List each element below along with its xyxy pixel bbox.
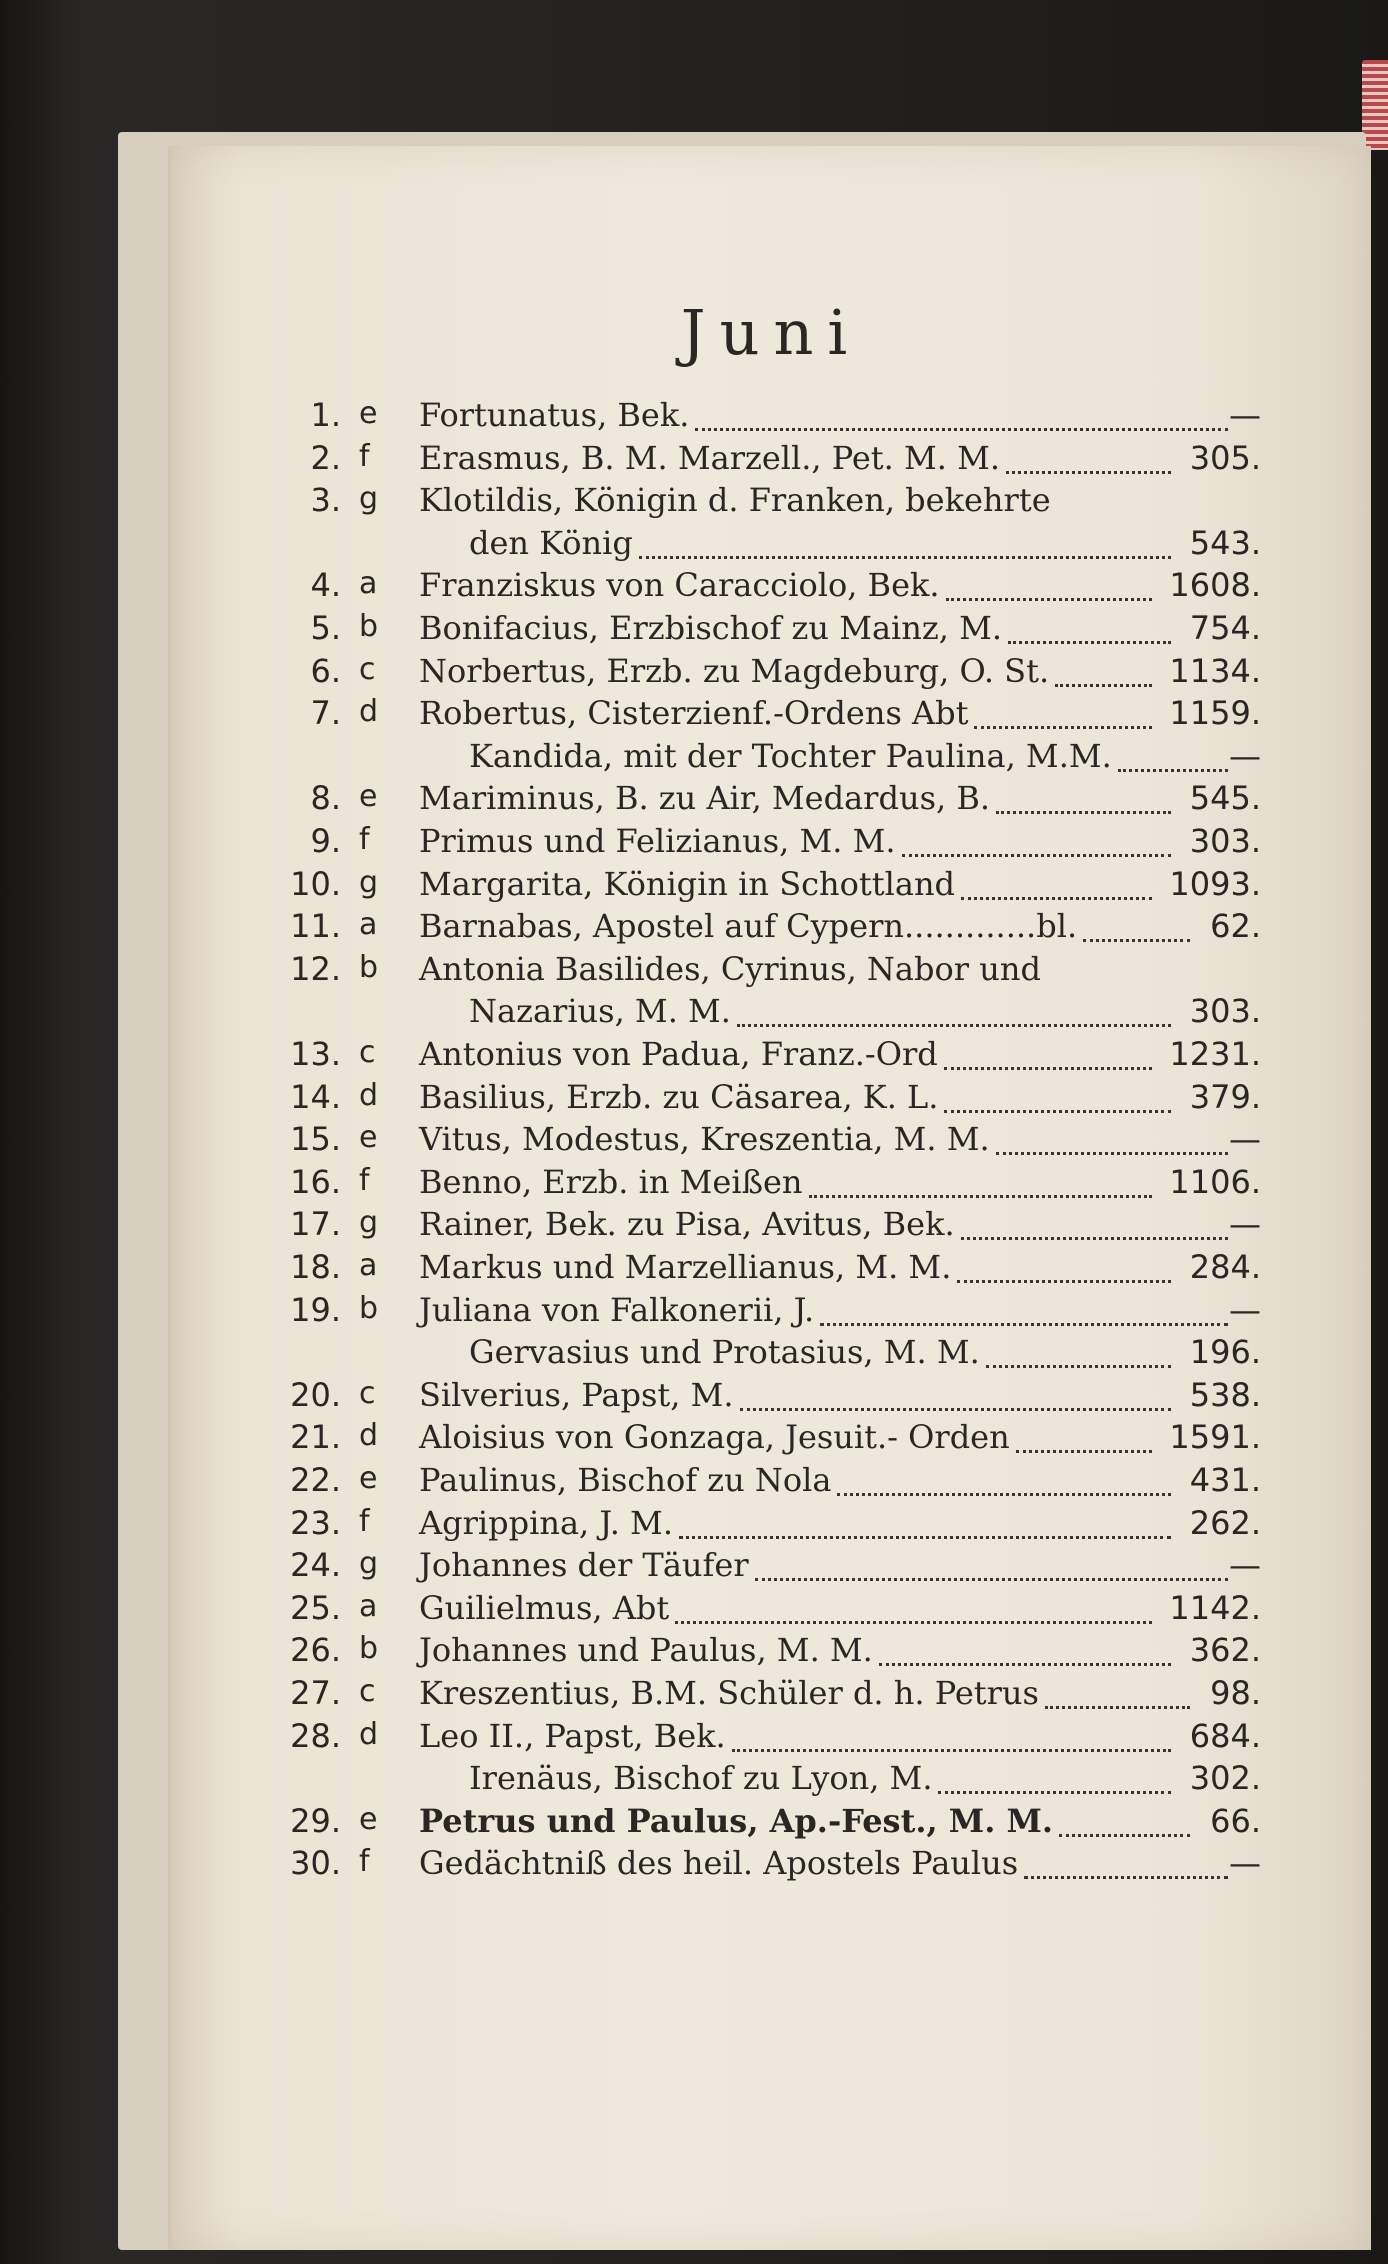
year-number: — xyxy=(1229,1844,1261,1883)
leader-dots xyxy=(675,1619,1152,1624)
page-title: Juni xyxy=(680,296,862,369)
dominical-letter: d xyxy=(359,1418,379,1454)
dominical-letter: a xyxy=(359,907,378,943)
saint-name: Erasmus, B. M. Marzell., Pet. M. M. xyxy=(419,438,1001,477)
day-number: 24. xyxy=(290,1546,341,1585)
saint-name: Irenäus, Bischof zu Lyon, M. xyxy=(469,1759,933,1798)
calendar-entry xyxy=(171,1120,1371,1162)
dominical-letter: c xyxy=(359,1674,376,1709)
dominical-letter: d xyxy=(359,1077,379,1113)
calendar-entry xyxy=(171,907,1371,949)
saint-name: Rainer, Bek. zu Pisa, Avitus, Bek. xyxy=(419,1205,955,1244)
saint-name: Kreszentius, B.M. Schüler d. h. Petrus xyxy=(419,1674,1039,1712)
leader-dots xyxy=(740,1406,1171,1411)
day-number: 9. xyxy=(310,822,341,860)
calendar-entry xyxy=(171,609,1371,651)
calendar-entry xyxy=(171,481,1371,523)
leader-dots xyxy=(732,1747,1171,1752)
leader-dots xyxy=(986,1363,1171,1368)
year-number: 303. xyxy=(1189,992,1261,1031)
day-number: 10. xyxy=(290,864,341,903)
calendar-entry xyxy=(171,1248,1371,1290)
year-number: 1608. xyxy=(1169,566,1261,605)
saint-name: Gervasius und Protasius, M. M. xyxy=(469,1333,980,1372)
year-number: — xyxy=(1229,396,1261,434)
dominical-letter: g xyxy=(359,1546,379,1582)
saint-name: Petrus und Paulus, Ap.-Fest., M. M. xyxy=(419,1801,1054,1840)
day-number: 28. xyxy=(290,1716,341,1755)
day-number: 4. xyxy=(310,566,341,605)
saint-name: Fortunatus, Bek. xyxy=(419,396,690,434)
saint-name: Nazarius, M. M. xyxy=(469,992,731,1031)
year-number: 1142. xyxy=(1169,1588,1261,1627)
calendar-entry xyxy=(171,950,1371,992)
saint-name: Guilielmus, Abt xyxy=(419,1588,670,1627)
day-number: 16. xyxy=(290,1162,341,1201)
leader-dots xyxy=(938,1789,1171,1794)
year-number: 1106. xyxy=(1169,1162,1261,1201)
day-number: 29. xyxy=(290,1801,341,1840)
year-number: 98. xyxy=(1210,1674,1261,1712)
saint-name: Antonia Basilides, Cyrinus, Nabor und xyxy=(419,949,1041,988)
calendar-entry xyxy=(171,1589,1371,1631)
leader-dots xyxy=(944,1108,1171,1113)
calendar-entry xyxy=(171,1759,1371,1801)
year-number: 1159. xyxy=(1169,694,1261,733)
year-number: 379. xyxy=(1189,1077,1261,1116)
day-number: 1. xyxy=(310,396,341,434)
saint-name: Norbertus, Erzb. zu Magdeburg, O. St. xyxy=(419,651,1050,690)
leader-dots xyxy=(946,596,1152,601)
dominical-letter: a xyxy=(359,1248,378,1283)
saint-name: Johannes der Täufer xyxy=(419,1546,749,1585)
day-number: 6. xyxy=(310,651,341,690)
calendar-entry xyxy=(171,1078,1371,1120)
leader-dots xyxy=(879,1661,1171,1666)
dominical-letter: e xyxy=(359,1120,378,1156)
calendar-entry xyxy=(171,439,1371,481)
calendar-entry xyxy=(171,1035,1371,1077)
year-number: 754. xyxy=(1189,609,1261,647)
calendar-entry xyxy=(171,779,1371,821)
year-number: 1591. xyxy=(1169,1418,1261,1457)
saint-name: Gedächtniß des heil. Apostels Paulus xyxy=(419,1844,1019,1883)
saint-name: Markus und Marzellianus, M. M. xyxy=(419,1248,952,1286)
day-number: 12. xyxy=(290,949,341,988)
day-number: 13. xyxy=(290,1035,341,1073)
day-number: 3. xyxy=(310,481,341,520)
year-number: 684. xyxy=(1189,1716,1261,1755)
dominical-letter: f xyxy=(359,822,370,857)
dominical-letter: f xyxy=(359,1844,370,1880)
day-number: 18. xyxy=(290,1248,341,1286)
dominical-letter: b xyxy=(359,1290,379,1326)
year-number: 545. xyxy=(1189,779,1261,818)
day-number: 14. xyxy=(290,1077,341,1116)
calendar-entry xyxy=(171,865,1371,907)
dominical-letter: g xyxy=(359,864,379,900)
day-number: 17. xyxy=(290,1205,341,1244)
dominical-letter: c xyxy=(359,651,376,687)
leader-dots xyxy=(961,895,1152,900)
calendar-entry xyxy=(171,396,1371,438)
leader-dots xyxy=(1008,639,1171,644)
calendar-entry xyxy=(171,822,1371,864)
day-number: 30. xyxy=(290,1844,341,1883)
calendar-entry xyxy=(171,694,1371,736)
saint-name: Silverius, Papst, M. xyxy=(419,1375,734,1414)
saint-name: Antonius von Padua, Franz.-Ord xyxy=(419,1035,938,1073)
day-number: 21. xyxy=(290,1418,341,1457)
dominical-letter: e xyxy=(359,396,378,431)
dominical-letter: d xyxy=(359,694,379,730)
day-number: 22. xyxy=(290,1461,341,1499)
day-number: 7. xyxy=(310,694,341,733)
year-number: 431. xyxy=(1189,1461,1261,1499)
dominical-letter: b xyxy=(359,949,379,985)
saint-name: Bonifacius, Erzbischof zu Mainz, M. xyxy=(419,609,1003,647)
leader-dots xyxy=(695,426,1228,431)
saint-name: Primus und Felizianus, M. M. xyxy=(419,822,896,860)
leader-dots xyxy=(809,1193,1152,1198)
saint-name: Johannes und Paulus, M. M. xyxy=(419,1631,873,1670)
calendar-entry xyxy=(171,566,1371,608)
dominical-letter: d xyxy=(359,1716,379,1752)
leader-dots xyxy=(957,1278,1171,1283)
day-number: 23. xyxy=(290,1503,341,1542)
dominical-letter: e xyxy=(359,779,378,815)
calendar-entry xyxy=(171,1205,1371,1247)
saint-name: Robertus, Cisterzienf.-Ordens Abt xyxy=(419,694,969,733)
year-number: 1231. xyxy=(1169,1035,1261,1073)
year-number: 1093. xyxy=(1169,864,1261,903)
dominical-letter: g xyxy=(359,1205,379,1241)
year-number: 284. xyxy=(1189,1248,1261,1286)
dominical-letter: c xyxy=(359,1035,376,1070)
leader-dots xyxy=(837,1491,1171,1496)
dominical-letter: e xyxy=(359,1461,378,1496)
calendar-entry xyxy=(171,1844,1371,1886)
saint-name: Benno, Erzb. in Meißen xyxy=(419,1162,803,1201)
leader-dots xyxy=(1006,469,1171,474)
year-number: 196. xyxy=(1189,1333,1261,1372)
day-number: 5. xyxy=(310,609,341,647)
year-number: 362. xyxy=(1189,1631,1261,1670)
saint-name: Mariminus, B. zu Air, Medardus, B. xyxy=(419,779,991,818)
leader-dots xyxy=(974,724,1152,729)
leader-dots xyxy=(1055,682,1152,687)
saint-name: Franziskus von Caracciolo, Bek. xyxy=(419,566,940,605)
dominical-letter: f xyxy=(359,438,370,474)
day-number: 25. xyxy=(290,1588,341,1627)
calendar-entry xyxy=(171,992,1371,1034)
dominical-letter: e xyxy=(359,1801,378,1837)
saint-name: Paulinus, Bischof zu Nola xyxy=(419,1461,832,1499)
dominical-letter: b xyxy=(359,609,379,644)
saint-name: Aloisius von Gonzaga, Jesuit.- Orden xyxy=(419,1418,1010,1457)
dominical-letter: b xyxy=(359,1631,379,1667)
day-number: 27. xyxy=(290,1674,341,1712)
dominical-letter: g xyxy=(359,481,379,517)
calendar-entry xyxy=(171,1717,1371,1759)
saint-name: Margarita, Königin in Schottland xyxy=(419,864,956,903)
calendar-entry xyxy=(171,1546,1371,1588)
leader-dots xyxy=(944,1065,1152,1070)
year-number: 66. xyxy=(1210,1801,1261,1840)
leader-dots xyxy=(639,554,1171,559)
dominical-letter: f xyxy=(359,1503,370,1539)
saint-name: Agrippina, J. M. xyxy=(419,1503,673,1542)
day-number: 20. xyxy=(290,1375,341,1414)
calendar-entry xyxy=(171,524,1371,566)
dominical-letter: f xyxy=(359,1162,370,1198)
saint-name: Barnabas, Apostel auf Cypern.............bl. xyxy=(419,907,1078,946)
calendar-entry xyxy=(171,1376,1371,1418)
saint-name: Juliana von Falkonerii, J. xyxy=(419,1290,815,1329)
leader-dots xyxy=(679,1534,1171,1539)
saint-name: Kandida, mit der Tochter Paulina, M.M. xyxy=(469,736,1112,775)
calendar-entry xyxy=(171,1333,1371,1375)
calendar-entry xyxy=(171,1802,1371,1844)
leader-dots xyxy=(1016,1448,1152,1453)
year-number: 305. xyxy=(1189,438,1261,477)
book-page xyxy=(168,146,1371,2250)
calendar-entry xyxy=(171,1461,1371,1503)
saint-name: den König xyxy=(469,523,633,562)
calendar-entry xyxy=(171,652,1371,694)
day-number: 2. xyxy=(310,438,341,477)
year-number: 543. xyxy=(1189,523,1261,562)
year-number: — xyxy=(1229,736,1261,775)
year-number: — xyxy=(1229,1290,1261,1329)
saint-name: Leo II., Papst, Bek. xyxy=(419,1716,726,1755)
calendar-entry xyxy=(171,1291,1371,1333)
saint-name: Klotildis, Königin d. Franken, bekehrte xyxy=(419,481,1051,520)
calendar-entry xyxy=(171,737,1371,779)
year-number: — xyxy=(1229,1120,1261,1159)
year-number: 303. xyxy=(1189,822,1261,860)
dominical-letter: a xyxy=(359,1588,378,1624)
dominical-letter: a xyxy=(359,566,378,602)
year-number: 302. xyxy=(1189,1759,1261,1798)
calendar-entry xyxy=(171,1674,1371,1716)
leader-dots xyxy=(737,1022,1171,1027)
year-number: 538. xyxy=(1189,1375,1261,1414)
day-number: 26. xyxy=(290,1631,341,1670)
year-number: 262. xyxy=(1189,1503,1261,1542)
leader-dots xyxy=(902,852,1171,857)
day-number: 8. xyxy=(310,779,341,818)
calendar-entry xyxy=(171,1418,1371,1460)
saint-name: Vitus, Modestus, Kreszentia, M. M. xyxy=(419,1120,990,1159)
year-number: — xyxy=(1229,1546,1261,1585)
day-number: 15. xyxy=(290,1120,341,1159)
day-number: 11. xyxy=(290,907,341,946)
year-number: 1134. xyxy=(1169,651,1261,690)
year-number: 62. xyxy=(1210,907,1261,946)
year-number: — xyxy=(1229,1205,1261,1244)
day-number: 19. xyxy=(290,1290,341,1329)
calendar-entry xyxy=(171,1163,1371,1205)
saint-name: Basilius, Erzb. zu Cäsarea, K. L. xyxy=(419,1077,939,1116)
calendar-entry xyxy=(171,1631,1371,1673)
calendar-entry xyxy=(171,1504,1371,1546)
dominical-letter: c xyxy=(359,1375,376,1411)
leader-dots xyxy=(996,809,1171,814)
